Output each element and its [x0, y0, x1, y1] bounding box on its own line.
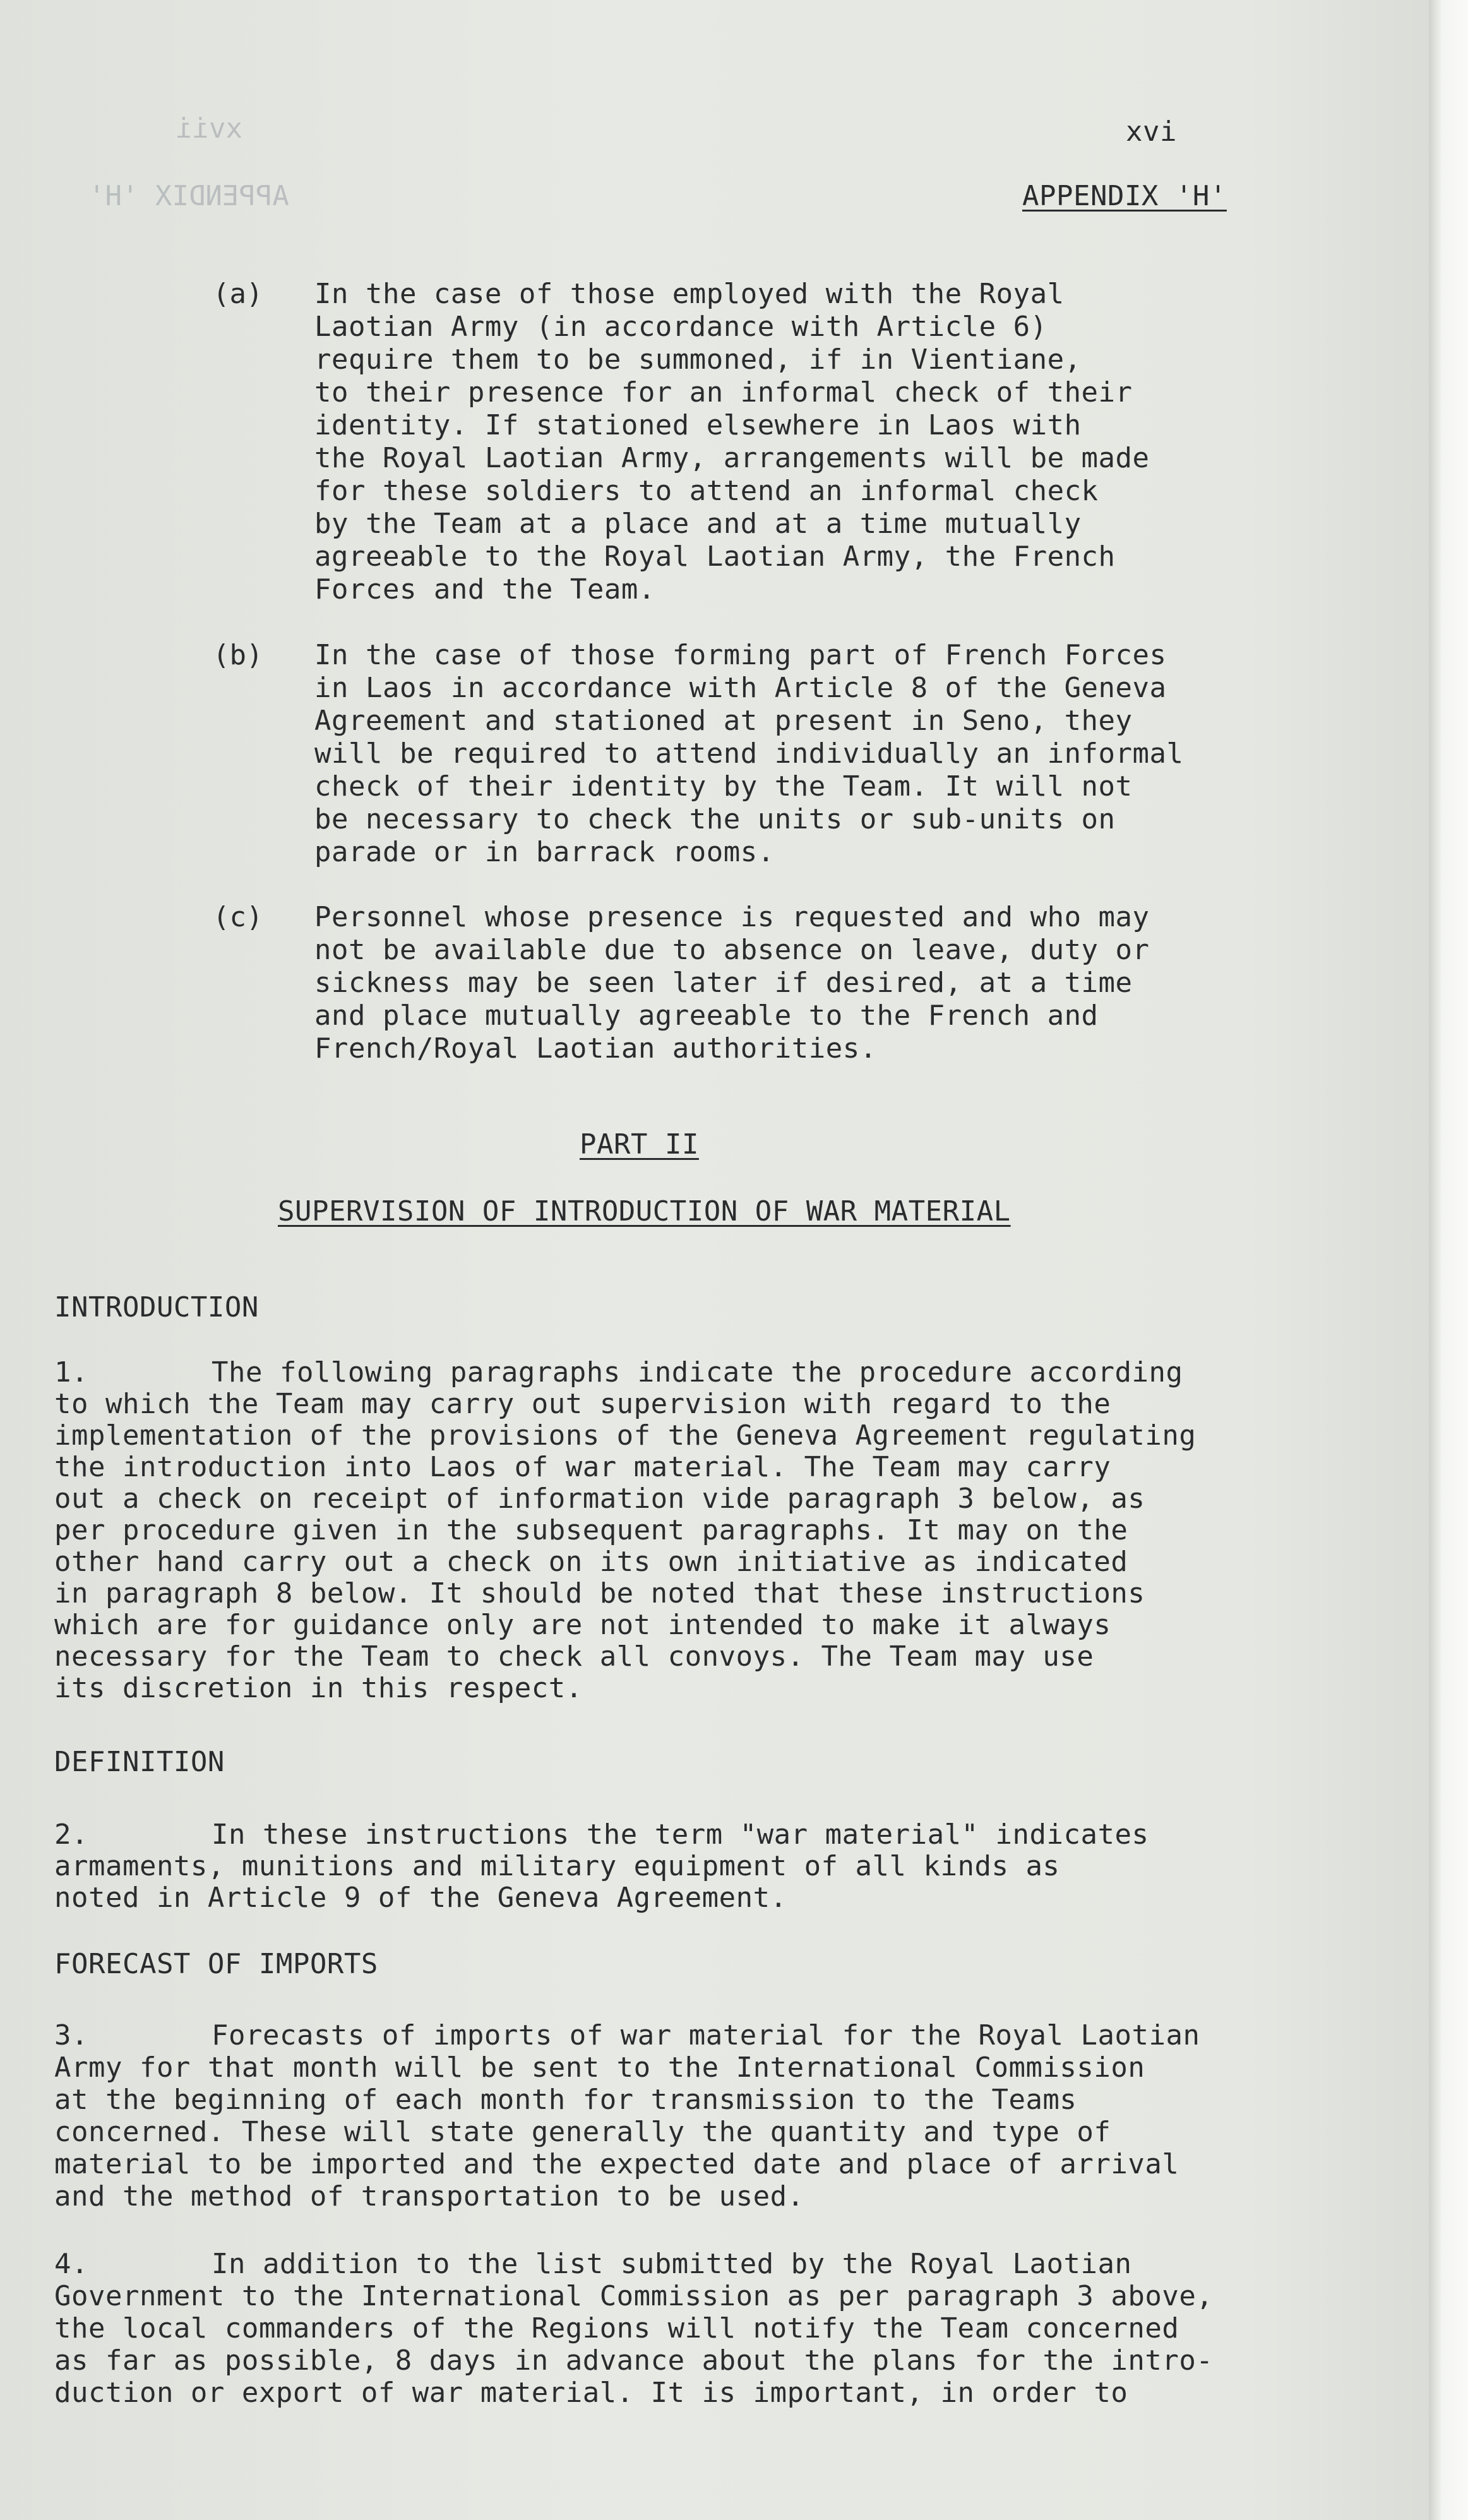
item-c-line: and place mutually agreeable to the French and	[314, 1000, 1099, 1032]
item-a-line: require them to be summoned, if in Vientiane,	[314, 343, 1082, 376]
bleed-through-appendix-title: APPENDIX 'H'	[88, 180, 289, 212]
paragraph-4-line: In addition to the list submitted by the Royal Laotian	[212, 2248, 1132, 2280]
item-a-line: to their presence for an informal check of their	[314, 376, 1133, 409]
item-label-a: (a)	[213, 278, 263, 310]
paragraph-3-line: at the beginning of each month for transmission to the Teams	[54, 2084, 1077, 2116]
paragraph-4-line: the local commanders of the Regions will notify the Team concerned	[54, 2312, 1179, 2344]
item-b-line: will be required to attend individually an informal	[314, 737, 1184, 770]
appendix-title: APPENDIX 'H'	[1022, 180, 1227, 212]
item-c-line: not be available due to absence on leave, duty or	[314, 934, 1150, 966]
paragraph-number-3: 3.	[54, 2019, 88, 2051]
section-title: SUPERVISION OF INTRODUCTION OF WAR MATERIAL	[278, 1195, 1011, 1227]
paragraph-number-2: 2.	[54, 1818, 88, 1851]
paragraph-1-line: its discretion in this respect.	[54, 1672, 583, 1704]
section-heading-forecast: FORECAST OF IMPORTS	[54, 1948, 378, 1980]
section-heading-definition: DEFINITION	[54, 1746, 225, 1778]
item-label-c: (c)	[213, 901, 263, 933]
item-c-line: Personnel whose presence is requested and who may	[314, 901, 1150, 933]
item-a-line: by the Team at a place and at a time mutually	[314, 508, 1082, 540]
paragraph-4-line: duction or export of war material. It is important, in order to	[54, 2377, 1128, 2409]
item-c-line: sickness may be seen later if desired, at a time	[314, 967, 1133, 999]
item-b-line: In the case of those forming part of French Forces	[314, 639, 1167, 671]
paragraph-1-line: necessary for the Team to check all convoys. The Team may use	[54, 1640, 1094, 1673]
paragraph-1-line: per procedure given in the subsequent paragraphs. It may on the	[54, 1514, 1128, 1546]
item-a-line: the Royal Laotian Army, arrangements will be made	[314, 442, 1150, 474]
paragraph-1-line: The following paragraphs indicate the procedure according	[212, 1356, 1183, 1388]
paragraph-1-line: out a check on receipt of information vide paragraph 3 below, as	[54, 1483, 1145, 1515]
item-a-line: identity. If stationed elsewhere in Laos with	[314, 409, 1082, 441]
item-b-line: be necessary to check the units or sub-units on	[314, 803, 1116, 835]
paragraph-4-line: Government to the International Commission as per paragraph 3 above,	[54, 2280, 1214, 2312]
part-title: PART II	[580, 1128, 699, 1161]
bleed-through-page-number: xvii	[176, 112, 242, 145]
item-a-line: Laotian Army (in accordance with Article 6)	[314, 311, 1047, 343]
item-b-line: check of their identity by the Team. It will not	[314, 770, 1133, 803]
paragraph-number-1: 1.	[54, 1356, 88, 1388]
paragraph-2-line: noted in Article 9 of the Geneva Agreement.	[54, 1882, 787, 1914]
item-c-line: French/Royal Laotian authorities.	[314, 1032, 877, 1065]
paragraph-1-line: to which the Team may carry out supervision with regard to the	[54, 1388, 1111, 1420]
paragraph-3-line: Forecasts of imports of war material for the Royal Laotian	[212, 2019, 1200, 2051]
paragraph-1-line: other hand carry out a check on its own initiative as indicated	[54, 1546, 1128, 1578]
paragraph-1-line: implementation of the provisions of the Geneva Agreement regulating	[54, 1419, 1196, 1452]
paragraph-3-line: material to be imported and the expected date and place of arrival	[54, 2148, 1179, 2180]
paragraph-4-line: as far as possible, 8 days in advance about the plans for the intro-	[54, 2344, 1214, 2377]
section-heading-introduction: INTRODUCTION	[54, 1291, 259, 1323]
page-edge	[1429, 0, 1468, 2520]
paragraph-number-4: 4.	[54, 2248, 88, 2280]
page-number: xvi	[1126, 116, 1177, 148]
paragraph-1-line: in paragraph 8 below. It should be noted that these instructions	[54, 1577, 1145, 1609]
item-label-b: (b)	[213, 639, 263, 671]
paragraph-1-line: which are for guidance only are not intended to make it always	[54, 1609, 1111, 1641]
paragraph-2-line: armaments, munitions and military equipment of all kinds as	[54, 1850, 1060, 1882]
paragraph-1-line: the introduction into Laos of war material. The Team may carry	[54, 1451, 1111, 1483]
item-b-line: parade or in barrack rooms.	[314, 836, 775, 868]
paragraph-2-line: In these instructions the term "war material" indicates	[212, 1818, 1149, 1851]
item-a-line: agreeable to the Royal Laotian Army, the French	[314, 540, 1116, 573]
item-b-line: Agreement and stationed at present in Seno, they	[314, 705, 1133, 737]
item-a-line: for these soldiers to attend an informal check	[314, 475, 1099, 507]
paragraph-3-line: concerned. These will state generally the quantity and type of	[54, 2116, 1111, 2148]
paragraph-3-line: and the method of transportation to be used.	[54, 2180, 804, 2212]
item-b-line: in Laos in accordance with Article 8 of the Geneva	[314, 672, 1167, 704]
paragraph-3-line: Army for that month will be sent to the International Commission	[54, 2051, 1145, 2084]
item-a-line: Forces and the Team.	[314, 573, 655, 606]
item-a-line: In the case of those employed with the Royal	[314, 278, 1065, 310]
